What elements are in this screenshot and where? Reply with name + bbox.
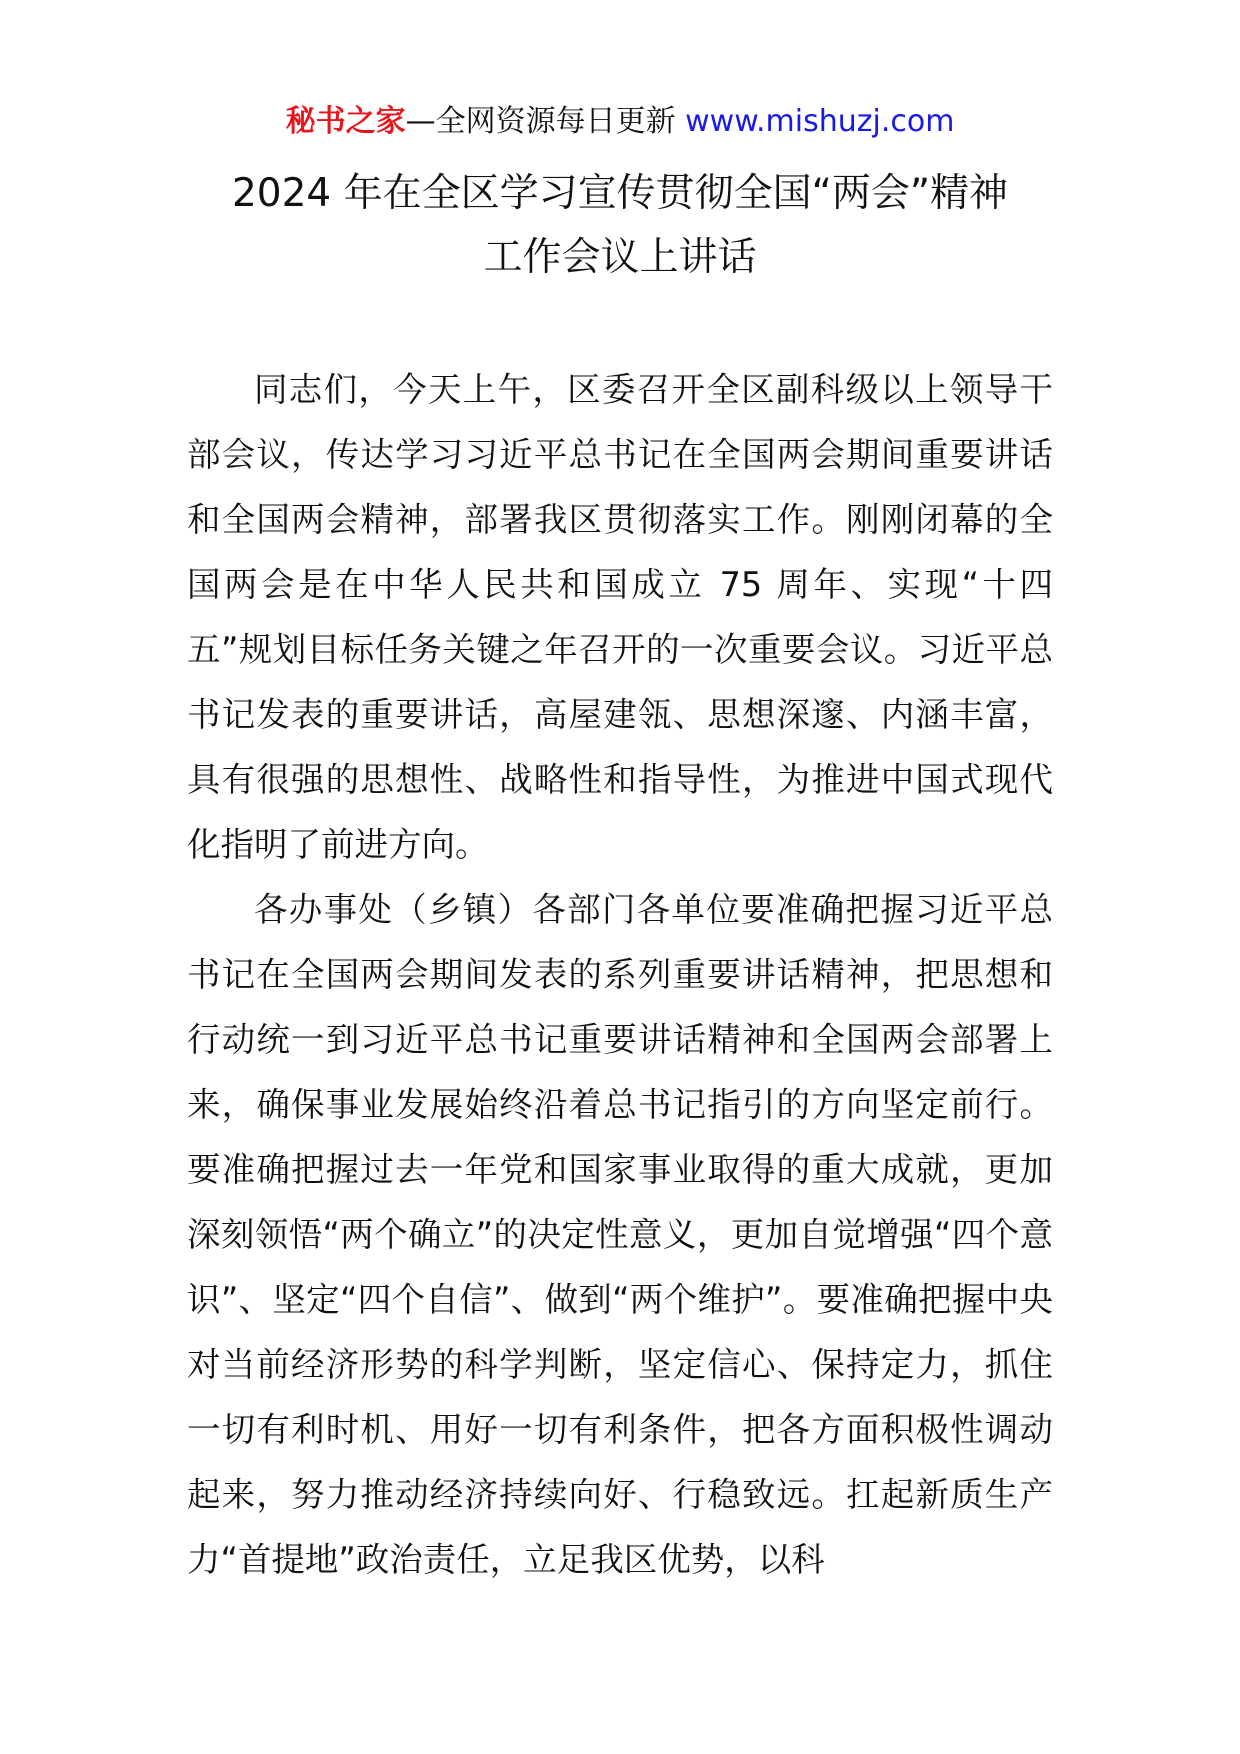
site-banner [0,100,1240,144]
title-line-1: 2024 年在全区学习宣传贯彻全国“两会”精神 [231,171,1009,216]
banner-tagline: —全网资源每日更新 [405,104,686,139]
document-title [0,162,1240,290]
brand-name: 秘书之家 [285,104,406,139]
site-url-link[interactable]: www.mishuzj.com [685,104,955,139]
body-paragraph: 同志们，今天上午，区委召开全区副科级以上领导干部会议，传达学习习近平总书记在全国两会期间重要讲话和全国两会精神，部署我区贯彻落实工作。刚刚闭幕的全国两会是在中华人民共和国成立 75 周年、实现“十四五”规划目标任务关键之年召开的一次重要会议。习近平总书记发表的重要讲话，高屋建瓴、思想深邃、内涵丰富，具有很强的思想性、战略性和指导性，为推进中国式现代化指明了前进方向。 [187,370,1053,864]
document-body [187,357,1053,1592]
title-line-2: 工作会议上讲话 [483,235,757,280]
body-paragraph: 各办事处（乡镇）各部门各单位要准确把握习近平总书记在全国两会期间发表的系列重要讲话精神，把思想和行动统一到习近平总书记重要讲话精神和全国两会部署上来，确保事业发展始终沿着总书记指引的方向坚定前行。要准确把握过去一年党和国家事业取得的重大成就，更加深刻领悟“两个确立”的决定性意义，更加自觉增强“四个意识”、坚定“四个自信”、做到“两个维护”。要准确把握中央对当前经济形势的科学判断，坚定信心、保持定力，抓住一切有利时机、用好一切有利条件，把各方面积极性调动起来，努力推动经济持续向好、行稳致远。扛起新质生产力“首提地”政治责任，立足我区优势，以科 [187,890,1053,1579]
